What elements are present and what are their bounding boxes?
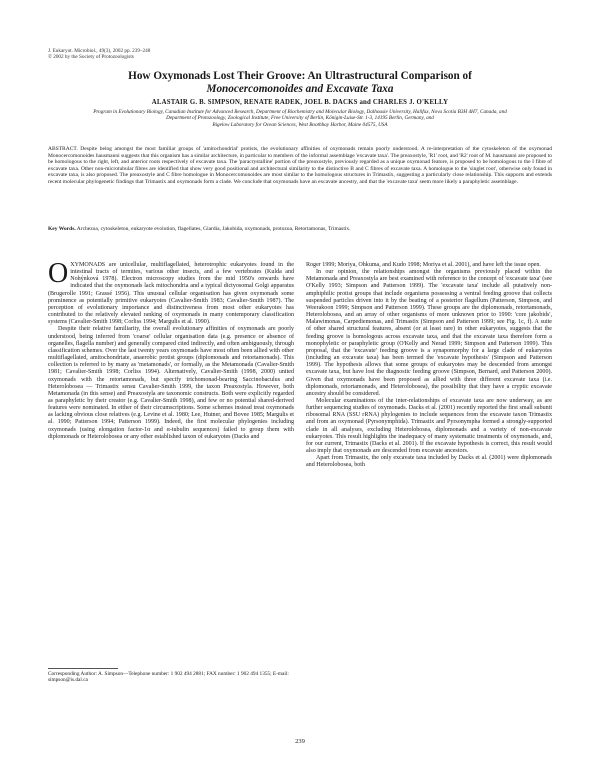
paragraph: Apart from Trimastix, the only excavate taxa included by Dacks et al. (2001) were diplomonads and Heterolobosea, both [306, 455, 552, 469]
affiliation-3: Bigelow Laboratory for Ocean Sciences, West Boothbay Harbor, Maine 04575, USA [212, 121, 388, 128]
abstract [48, 146, 552, 185]
title-line-1: How Oxymonads Lost Their Groove: An Ultrastructural Comparison of [128, 70, 472, 82]
paragraph: Molecular examinations of the inter-relationships of excavate taxa are now underway, as are further sequencing studies of oxymonads. Dacks et al. (2001) recently reported the first small subunit ribosomal RNA (SSU rRNA) phylogenies to include sequences from the excavate taxon Trimastix and from an oxymonad (Pyrsonymphida). Trimastix and Pyrsonympha formed a strongly-supported clade in all analyses, excluding Heterolobosea, diplomonads and a variety of non-excavate eukaryotes. This result highlights the inadequacy of many systematic treatments of oxymonads, and, for our current, Trimastix (Dacks et al. 2001). If the excavate hypothesis is correct, this result would also imply that oxymonads are descended from excavate ancestors. [306, 397, 552, 455]
correspondence-footnote: Corresponding Author: A. Simpson—Telephone number: 1 902 494 2881; FAX number: 1 902 494 1355; E-mail: simpson@is.dal.ca [48, 671, 289, 684]
paragraph [48, 258, 294, 326]
paper-title [40, 70, 560, 96]
abstract-text: Despite being amongst the most familiar groups of 'amitochondrial' protists, the evolutionary affinities of oxymonads remain poorly understood. A re-interpretation of the cytoskeleton of the oxymonad Monocercomonoides hausmanni suggests that this organism has a similar architecture, in particular to members of the informal assemblage 'excavate taxa'. The preaxostyle, 'R1' root, and 'R2' root of M. hausmanni are proposed to be homologous to the right, left, and anterior roots respectively of excavate taxa. The 'paracrystalline' portion of the preaxostyle, previously regarded as a unique oxymonad feature, is proposed to be homologous to the I fibre of excavate taxa. Other non-microtubular fibres are identified that show very good positional and architectural similarity to the distinctive B and C fibres of excavate taxa. A homologue to the 'singlet root', otherwise only found in excavate taxa, is also proposed. The preaxostyle and C fibre homologue in Monocercomonoides are most similar to the homologous structures in Trimastix, suggesting a particularly close relationship. This supports and extends recent molecular phylogenetic findings that Trimastix and oxymonads form a clade. We conclude that oxymonads have an excavate ancestry, and that the 'excavate taxa' seem more likely a paraphyletic assemblage. [48, 146, 553, 185]
body-left-column [48, 258, 294, 441]
paragraph: Roger 1999; Moriya, Ohkuma, and Kudo 1998; Moriya et al. 2001), and have left the issue open. [306, 262, 541, 268]
drop-cap: O [48, 258, 69, 289]
keywords-text: Archezoa, cytoskeleton, eukaryote evolution, flagellates, Giardia, Jakobida, oxymonads, protozoa, Retortamonas, Trimastix. [76, 226, 351, 232]
author-list: ALASTAIR G. B. SIMPSON, RENATE RADEK, JOEL B. DACKS and CHARLES J. O'KELLY [151, 99, 449, 106]
body-right-column [306, 262, 552, 470]
abstract-label: ABSTRACT. [48, 146, 78, 152]
journal-citation: J. Eukaryot. Microbiol., 49(3), 2002 pp. 239–248 [48, 48, 151, 54]
affiliations [58, 109, 542, 128]
keywords-label: Key Words. [48, 226, 76, 232]
title-line-2: Monocercomonoides and Excavate Taxa [206, 83, 394, 95]
paragraph: Despite their relative familiarity, the overall evolutionary affinities of oxymonads are poorly understood, being inferred from 'coarse' cellular organisation data (e.g. presence or absence of organelles, flagella number) and generally compared cited indirectly, and often ambiguously, through classification schemes. Over the last twenty years oxymonads have most often been allied with other multiflagellated, amitochondriate, anaerobic protist groups (diplomonads and retortamonads). This collection is referred to by many as 'metamonads', or formally, as the Metamonada (Cavalier-Smith 1981; Cavalier-Smith 1998; Corliss 1994). Alternatively, Cavalier-Smith (1998, 2000) united oxymonads with the retortamonads, but specify trichomonad-bearing Saccinobaculus and Heterolobosea — Trimastix sensu Cavalier-Smith 1999, the taxon Preaxostyla. However, both Metamonada (in this sense) and Preaxostyla are taxonomic constructs. Both were explicitly regarded as paraphyletic by their creator (e.g. Cavalier-Smith 1998), and few or no potential shared-derived features were nominated. In either of their circumscriptions. Some schemes instead treat oxymonads as lacking obvious close relatives (e.g. Levine et al. 1980; Lee, Hutner, and Bovee 1985; Margulis et al. 1990; Patterson 1994; Patterson 1999). Indeed, the first molecular phylogenies including oxymonads (using elongation factor-1α and α-tubulin sequences) failed to group them with diplomonads or Heterolobosea or any other established taxon of eukaryotes (Dacks and [48, 326, 294, 440]
affiliation-2: Department of Protozoology, Zoological Institute, Free University of Berlin, Königin-Luise-Str. 1-3, 14195 Berlin, Germany, and [166, 115, 434, 122]
affiliation-1: Program in Evolutionary Biology, Canadian Institute for Advanced Research, Department of Biochemistry and Molecular Biology, Dalhousie University, Halifax, Nova Scotia B3H 4H7, Canada, and [93, 109, 507, 115]
page-number: 239 [295, 738, 305, 745]
copyright-line: © 2002 by the Society of Protozoologists [48, 54, 134, 61]
footnote-rule [48, 668, 118, 669]
paragraph-text: XYMONADS are unicellular, multiflagellated, heterotrophic eukaryotes found in the intestinal tracts of termites, various other insects, and a few vertebrates (Kulda and Nohýnková 1978). Electron microscopy studies from the mid 1950's onwards have indicated that the oxymonads lack mitochondria and a typical dictyosomal Golgi apparatus (Brugerolle 1991; Grassé 1956). This unusual cellular organisation has given oxymonads some prominence as potentially primitive eukaryotes (Cavalier-Smith 1983; Cavalier-Smith 1987). The perception of evolutionary importance and distinctiveness from most other eukaryotes has contributed to the relatively elevated ranking of oxymonads in many contemporary classification systems (Cavalier-Smith 1998; Corliss 1994; Margulis et al. 1990). [48, 262, 294, 326]
journal-header [48, 48, 150, 61]
keywords [48, 226, 552, 233]
paragraph: In our opinion, the relationships amongst the organisms previously placed within the Metamonada and Preaxostyla are best examined with reference to the concept of 'excavate taxa' (see O'Kelly 1993; Simpson and Patterson 1999). The 'excavate taxa' include all putatively non-amphiphilic protist groups that include organisms possessing a ventral feeding groove that collects suspended particles driven into it by the beating of a posterior flagellum (Patterson, Simpson, and Weerakoon 1999; Simpson and Patterson 1999). These groups are the diplomonads, retortamonads, Heterolobosea, and an array of other organisms of more unknown prior to 1990: 'core jakobids', Malawimonas, Carpediemonas, and Trimastix (Simpson and Patterson 1999; see Fig. 1c, f). A suite of other shared structural features, absent (or at least rare) in other eukaryotes, suggests that the feeding groove is homologous across excavate taxa, and that the excavate taxa therefore form a monophyletic or paraphyletic group (O'Kelly and Nerad 1999; Simpson and Patterson 1999). This proposal, that the 'excavate' feeding groove is a synapomorphy for a large clade of eukaryotes (including an excavate taxa) has been termed the 'excavate hypothesis' (Simpson and Patterson 1999). The hypothesis allows that some groups of eukaryotes may be descended from amongst excavate taxa, but have lost the diagnostic feeding groove (Simpson, Bernard, and Patterson 2000). Given that oxymonads have been proposed as allied with three different excavate taxa (i.e. diplomonads, retortamonads, and Heterolobosea), the possibility that they have a cryptic excavate ancestry should be considered. [306, 269, 552, 397]
